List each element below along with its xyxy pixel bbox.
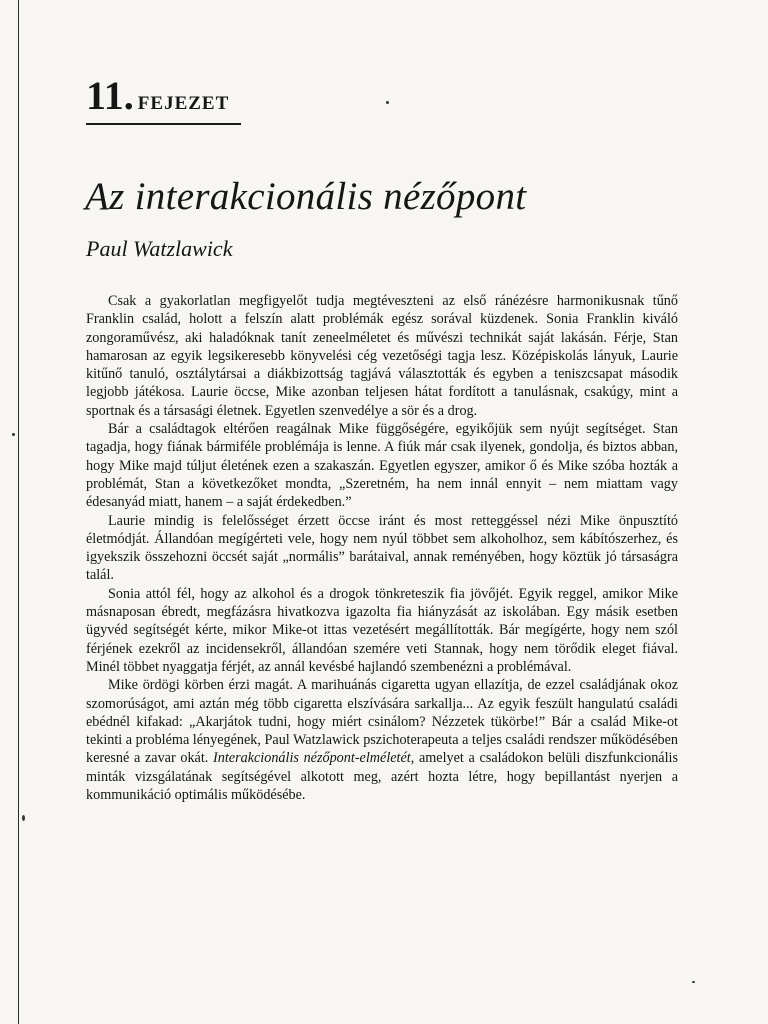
- paragraph-text: Mike ördögi körben érzi magát. A marihuánás cigaretta ugyan ellazítja, de ezzel családjának okoz szomorúságot, ami aztán még több cigaretta elszívására sarkallja... Az egyik feszült hangulatú családi ebédnél kifakad: „Akarjátok tudni, hogy miért csinálom? Nézzetek tükörbe!” Bár a család Mike-ot tekinti a probléma lényegének, Paul Watzlawick pszichoterapeuta a teljes családi rendszer működésében keresné a zavar okát.: [86, 677, 678, 767]
- scan-edge-line: [18, 0, 19, 1024]
- scan-speck: [692, 981, 695, 983]
- paragraph: Csak a gyakorlatlan megfigyelőt tudja megtéveszteni az első ránézésre harmonikusnak tűnő Franklin család, holott a felszín alatt problémák egész sorával küzdenek. Sonia Franklin kiváló zongoraművész, aki haladóknak tanít zeneelméletet és művészi technikát saját lakásán. Férje, Stan hamarosan az egyik legsikeresebb könyvelési cég vezetőségi tagja lesz. Középiskolás lányuk, Laurie kitűnő tanuló, osztálytársai a diákbizottság tagjává választották és egyben a teniszcsapat második legjobb játékosa. Laurie öccse, Mike azonban teljesen hátat fordított a tanulásnak, csakúgy, mint a sportnak és a társasági életnek. Egyetlen szenvedélye a sör és a drog.: [86, 293, 678, 419]
- paragraph-text: , amelyet a családokon belüli diszfunkcionális minták vizsgálatának segítségével alkotott meg, azért hozta létre, hogy bepillantást nyerjen a kommunikáció optimális működésébe.: [86, 750, 678, 804]
- chapter-heading: [86, 72, 229, 119]
- chapter-title: Az interakcionális nézőpont: [85, 175, 527, 218]
- chapter-author: Paul Watzlawick: [86, 236, 233, 261]
- scan-speck: [12, 433, 15, 436]
- paragraph: Bár a családtagok eltérően reagálnak Mike függőségére, egyikőjük sem nyújt segítséget. Stan tagadja, hogy fiának bármiféle problémája is lenne. A fiúk már csak ilyenek, gondolja, és biztos abban, hogy Mike majd túljut életének ezen a szakaszán. Egyetlen egyszer, amikor ő és Mike szóba hozták a problémát, Stan a következőket mondta, „Szeretném, ha nem innál ennyit – nem miattam vagy édesanyád miatt, hanem – a saját érdekedben.”: [86, 421, 678, 511]
- chapter-number: 11.: [86, 73, 134, 118]
- paragraph: Sonia attól fél, hogy az alkohol és a drogok tönkreteszik fia jövőjét. Egyik reggel, amikor Mike másnaposan ébredt, megfázásra hivatkozva igazolta fia hiányzását az iskolában. Egy másik esetben ügyvéd segítségét kérte, mikor Mike-ot ittas vezetésért megállították. Bár megígérte, hogy nem szól férjének ezekről az incidensekről, állandóan szemére veti Stannak, hogy nem törődik eleget fiával. Minél többet nyaggatja férjét, az annál kevésbé hajlandó szembenézni a problémával.: [86, 585, 678, 675]
- paragraph: [86, 676, 678, 804]
- scan-speck: [22, 815, 25, 821]
- scan-speck: [386, 101, 389, 104]
- chapter-underline: [86, 123, 241, 125]
- chapter-label: FEJEZET: [137, 93, 230, 114]
- body-text: [86, 292, 678, 804]
- emphasized-term: Interakcionális nézőpont-elméletét: [213, 750, 411, 767]
- paragraph: Laurie mindig is felelősséget érzett öccse iránt és most retteggéssel nézi Mike önpusztító életmódját. Állandóan megígérteti vele, hogy nem nyúl többet sem alkoholhoz, sem kábítószerhez, és igyekszik összehozni öccsét saját „normális” barátaival, annak reményében, hogy köztük jó társaságra talál.: [86, 512, 678, 584]
